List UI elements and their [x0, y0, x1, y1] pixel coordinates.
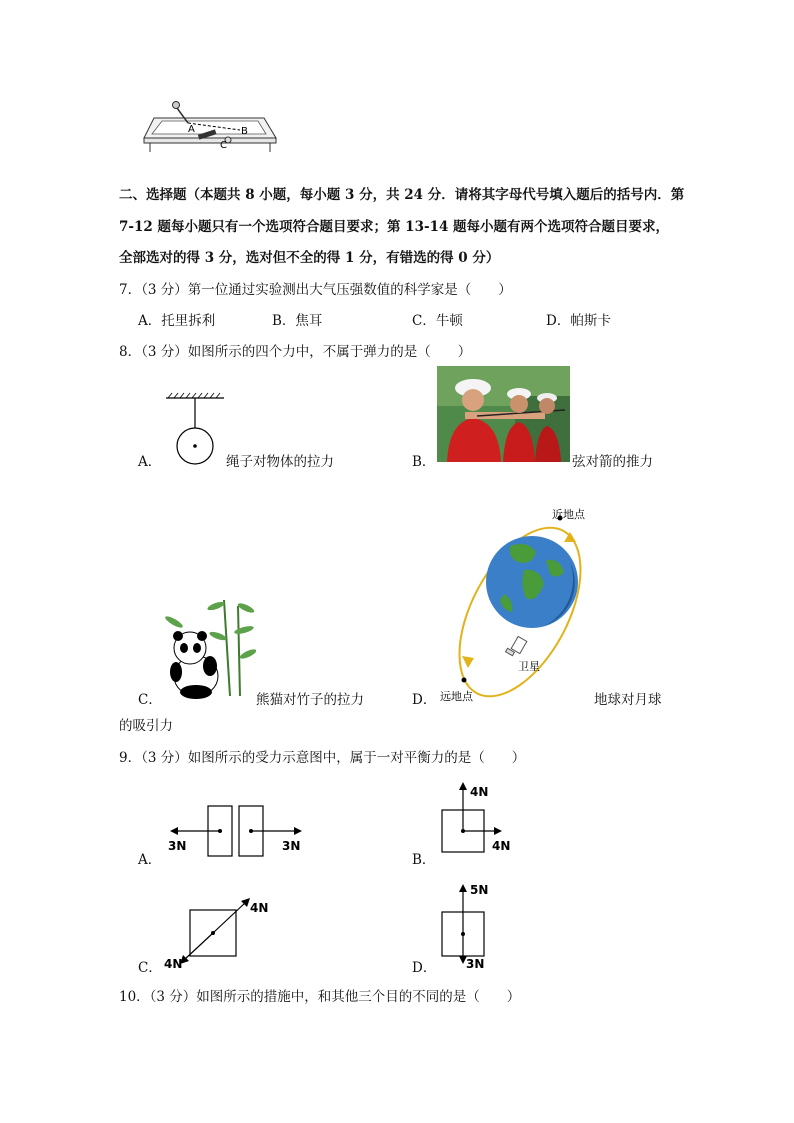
- q9a-right-force: 3N: [282, 839, 301, 853]
- q8-stem: 8．（3 分）如图所示的四个力中，不属于弹力的是（ ）: [119, 344, 472, 360]
- q9a-figure: [164, 800, 314, 860]
- q9b-right-force: 4N: [492, 839, 511, 853]
- q8b-archery-photo: [437, 366, 570, 462]
- label-b: B: [241, 126, 248, 137]
- q9d-figure: [436, 880, 506, 972]
- section-heading-line3: 全部选对的得 3 分，选对但不全的得 1 分，有错选的得 0 分）: [119, 250, 500, 266]
- q8-label-b: B．: [412, 454, 436, 470]
- q8-label-c: C．: [138, 692, 162, 708]
- q9-label-c: C．: [138, 960, 162, 976]
- q8-label-a: A．: [138, 454, 162, 470]
- q9c-figure: [160, 896, 280, 976]
- q7-option-d: D．帕斯卡: [546, 313, 611, 329]
- q7-stem: 7．（3 分）第一位通过实验测出大气压强数值的科学家是（ ）: [119, 282, 512, 298]
- satellite-label: 卫星: [518, 660, 540, 673]
- section-heading-line2: 7-12 题每小题只有一个选项符合题目要求；第 13-14 题每小题有两个选项符合题目要求，: [119, 219, 670, 235]
- section-heading-line1: 二、选择题（本题共 8 小题，每小题 3 分，共 24 分．请将其字母代号填入题后的括号内．第: [119, 187, 685, 203]
- q9c-upright-force: 4N: [250, 901, 269, 915]
- q8-text-a: 绳子对物体的拉力: [226, 454, 334, 470]
- q9c-downleft-force: 4N: [164, 957, 183, 971]
- q9d-down-force: 3N: [466, 957, 485, 971]
- q7-option-c: C．牛顿: [412, 313, 463, 329]
- q9d-up-force: 5N: [470, 883, 489, 897]
- q9-label-d: D．: [412, 960, 437, 976]
- perigee-label: 近地点: [552, 508, 585, 521]
- q9-stem: 9．（3 分）如图所示的受力示意图中，属于一对平衡力的是（ ）: [119, 750, 526, 766]
- q7-option-b: B．焦耳: [272, 313, 323, 329]
- label-c: C: [220, 140, 227, 151]
- q8c-panda-figure: [160, 596, 256, 700]
- label-a: A: [188, 124, 195, 135]
- q8d-orbit-figure: [432, 500, 612, 710]
- q7-option-a: A．托里拆利: [138, 313, 216, 329]
- q8-text-b: 弦对箭的推力: [572, 454, 653, 470]
- apogee-label: 远地点: [440, 690, 473, 703]
- q8-text-c: 熊猫对竹子的拉力: [256, 692, 364, 708]
- q9b-up-force: 4N: [470, 785, 489, 799]
- q8-label-d: D．: [412, 692, 437, 708]
- q9-label-b: B．: [412, 852, 436, 868]
- q8-text-d: 地球对月球: [594, 692, 662, 708]
- experiment-apparatus-figure: [140, 96, 282, 154]
- q8a-figure: [160, 392, 230, 468]
- q8-text-d-cont: 的吸引力: [119, 718, 173, 734]
- q10-stem: 10．（3 分）如图所示的措施中，和其他三个目的不同的是（ ）: [119, 989, 521, 1005]
- q9a-left-force: 3N: [168, 839, 187, 853]
- q9b-figure: [436, 780, 526, 860]
- q9-label-a: A．: [138, 852, 162, 868]
